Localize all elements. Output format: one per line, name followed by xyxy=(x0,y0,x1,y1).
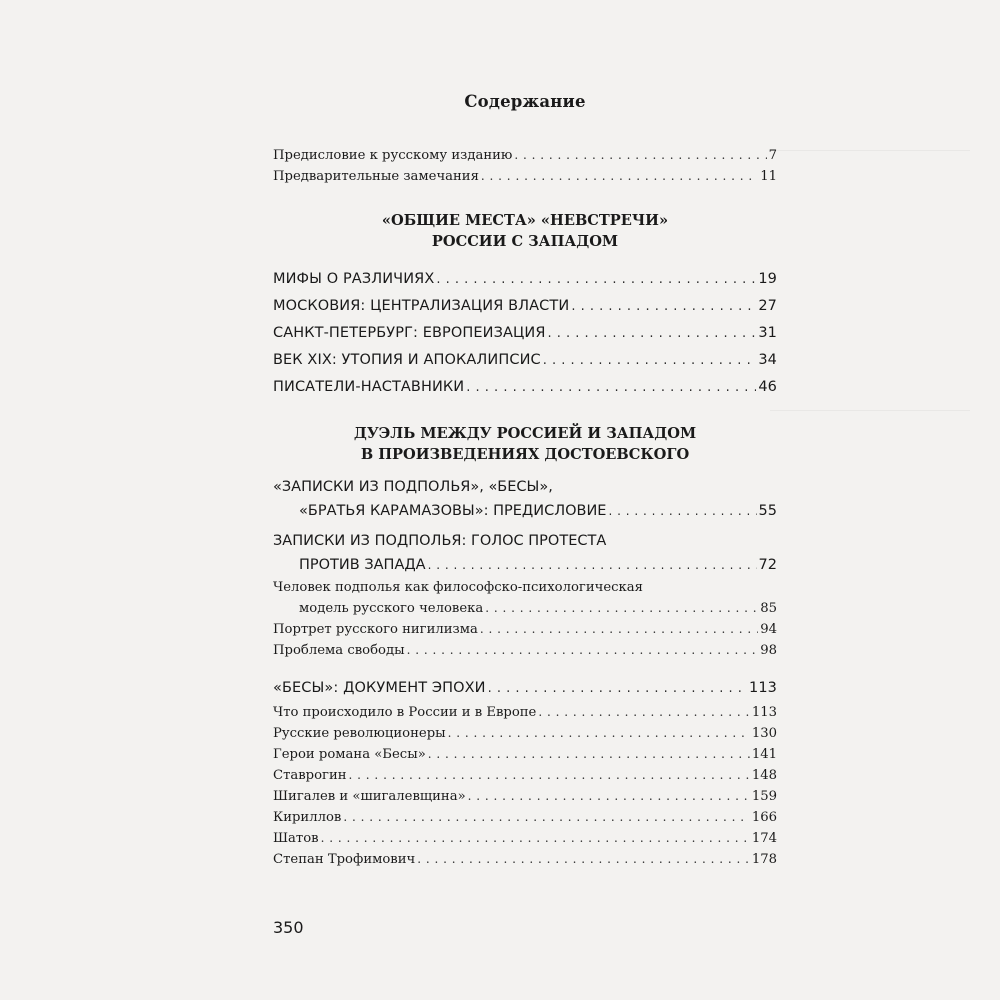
leader-dots xyxy=(514,145,766,166)
part-heading: ДУЭЛЬ МЕЖДУ РОССИЕЙ И ЗАПАДОМ xyxy=(353,425,697,442)
table-of-contents xyxy=(273,92,777,870)
toc-entry-line xyxy=(273,598,777,619)
leader-dots xyxy=(349,765,750,786)
toc-entry-page: 94 xyxy=(760,622,777,637)
toc-entry-label: Предисловие к русскому изданию xyxy=(273,148,513,163)
toc-entry-label: Портрет русского нигилизма xyxy=(273,622,478,637)
toc-entry-page: 174 xyxy=(751,831,777,846)
part-heading: В ПРОИЗВЕДЕНИЯХ ДОСТОЕВСКОГО xyxy=(360,446,690,463)
toc-entry-page: 130 xyxy=(751,726,777,741)
toc-entry-label: Проблема свободы xyxy=(273,643,405,658)
toc-entry-label: Герои романа «Бесы» xyxy=(273,747,426,762)
toc-entry xyxy=(273,744,777,765)
toc-entry-page: 72 xyxy=(758,557,777,573)
toc-entry-label: Кириллов xyxy=(273,810,342,825)
leader-dots xyxy=(448,723,750,744)
toc-entry-label: ПИСАТЕЛИ-НАСТАВНИКИ xyxy=(273,379,465,395)
toc-entry xyxy=(273,266,777,293)
toc-entry-label: ПРОТИВ ЗАПАДА xyxy=(299,557,426,573)
leader-dots xyxy=(468,786,750,807)
toc-entry xyxy=(273,702,777,723)
toc-entry-page: 85 xyxy=(760,601,777,616)
toc-entry-label: «ЗАПИСКИ ИЗ ПОДПОЛЬЯ», «БЕСЫ», xyxy=(273,479,553,495)
toc-entry-page: 27 xyxy=(758,298,777,314)
toc-entry-page: 159 xyxy=(751,789,777,804)
toc-entry-page: 98 xyxy=(760,643,777,658)
leader-dots xyxy=(407,640,759,661)
leader-dots xyxy=(488,675,747,702)
toc-entry-page: 19 xyxy=(758,271,777,287)
toc-entry-page: 166 xyxy=(751,810,777,825)
toc-entry xyxy=(273,807,777,828)
leader-dots xyxy=(538,702,749,723)
toc-entry xyxy=(273,166,777,187)
bleed-through-line xyxy=(770,150,970,151)
toc-entry xyxy=(273,145,777,166)
toc-entry-label: модель русского человека xyxy=(299,601,484,616)
toc-entry-line xyxy=(273,553,777,577)
leader-dots xyxy=(543,347,757,374)
toc-entry-page: 31 xyxy=(758,325,777,341)
toc-entry-multiline xyxy=(273,475,777,523)
leader-dots xyxy=(343,807,749,828)
toc-entry xyxy=(273,374,777,401)
toc-entry xyxy=(273,723,777,744)
toc-entry-label: Русские революционеры xyxy=(273,726,446,741)
toc-entry-page: 7 xyxy=(768,148,777,163)
toc-entry xyxy=(273,320,777,347)
toc-entry xyxy=(273,293,777,320)
leader-dots xyxy=(480,619,758,640)
toc-entry xyxy=(273,849,777,870)
toc-entry-label: МИФЫ О РАЗЛИЧИЯХ xyxy=(273,271,435,287)
toc-entry xyxy=(273,765,777,786)
toc-entry-label: «БРАТЬЯ КАРАМАЗОВЫ»: ПРЕДИСЛОВИЕ xyxy=(299,503,607,519)
toc-entry-label: Ставрогин xyxy=(273,768,347,783)
toc-entry-label: Человек подполья как философско-психологическая xyxy=(273,580,643,595)
leader-dots xyxy=(481,166,758,187)
toc-entry-label: Шигалев и «шигалевщина» xyxy=(273,789,466,804)
leader-dots xyxy=(466,374,756,401)
page-number: 350 xyxy=(273,918,304,937)
leader-dots xyxy=(321,828,750,849)
leader-dots xyxy=(571,293,756,320)
toc-entry-page: 141 xyxy=(751,747,777,762)
toc-entry xyxy=(273,640,777,661)
toc-entry-page: 11 xyxy=(760,169,777,184)
toc-entry-label: САНКТ-ПЕТЕРБУРГ: ЕВРОПЕИЗАЦИЯ xyxy=(273,325,546,341)
toc-entry-page: 178 xyxy=(751,852,777,867)
leader-dots xyxy=(417,849,750,870)
toc-entry-label: «БЕСЫ»: ДОКУМЕНТ ЭПОХИ xyxy=(273,680,486,696)
part-heading: «ОБЩИЕ МЕСТА» «НЕВСТРЕЧИ» xyxy=(381,212,669,229)
leader-dots xyxy=(548,320,757,347)
bleed-through-line xyxy=(770,410,970,411)
toc-entry-label: ЗАПИСКИ ИЗ ПОДПОЛЬЯ: ГОЛОС ПРОТЕСТА xyxy=(273,533,607,549)
toc-entry xyxy=(273,786,777,807)
toc-entry-label: Степан Трофимович xyxy=(273,852,416,867)
toc-entry-line xyxy=(273,499,777,523)
toc-entry-page: 46 xyxy=(758,379,777,395)
leader-dots xyxy=(608,499,756,523)
toc-entry-multiline xyxy=(273,577,777,619)
toc-entry xyxy=(273,675,777,702)
toc-entry-label: Предварительные замечания xyxy=(273,169,479,184)
toc-entry xyxy=(273,619,777,640)
part-heading: РОССИИ С ЗАПАДОМ xyxy=(431,233,619,250)
toc-entry xyxy=(273,347,777,374)
toc-entry-page: 55 xyxy=(758,503,777,519)
leader-dots xyxy=(485,598,758,619)
toc-entry-label: Шатов xyxy=(273,831,319,846)
toc-entry-label: Что происходило в России и в Европе xyxy=(273,705,537,720)
toc-title: Содержание xyxy=(464,92,586,111)
toc-entry-page: 34 xyxy=(758,352,777,368)
toc-entry-page: 113 xyxy=(749,680,777,696)
toc-entry-multiline xyxy=(273,529,777,577)
toc-entry xyxy=(273,828,777,849)
leader-dots xyxy=(428,553,757,577)
toc-entry-page: 113 xyxy=(751,705,777,720)
toc-entry-page: 148 xyxy=(751,768,777,783)
toc-entry-label: МОСКОВИЯ: ЦЕНТРАЛИЗАЦИЯ ВЛАСТИ xyxy=(273,298,570,314)
toc-entry-label: ВЕК XIX: УТОПИЯ И АПОКАЛИПСИС xyxy=(273,352,541,368)
leader-dots xyxy=(428,744,750,765)
leader-dots xyxy=(436,266,756,293)
